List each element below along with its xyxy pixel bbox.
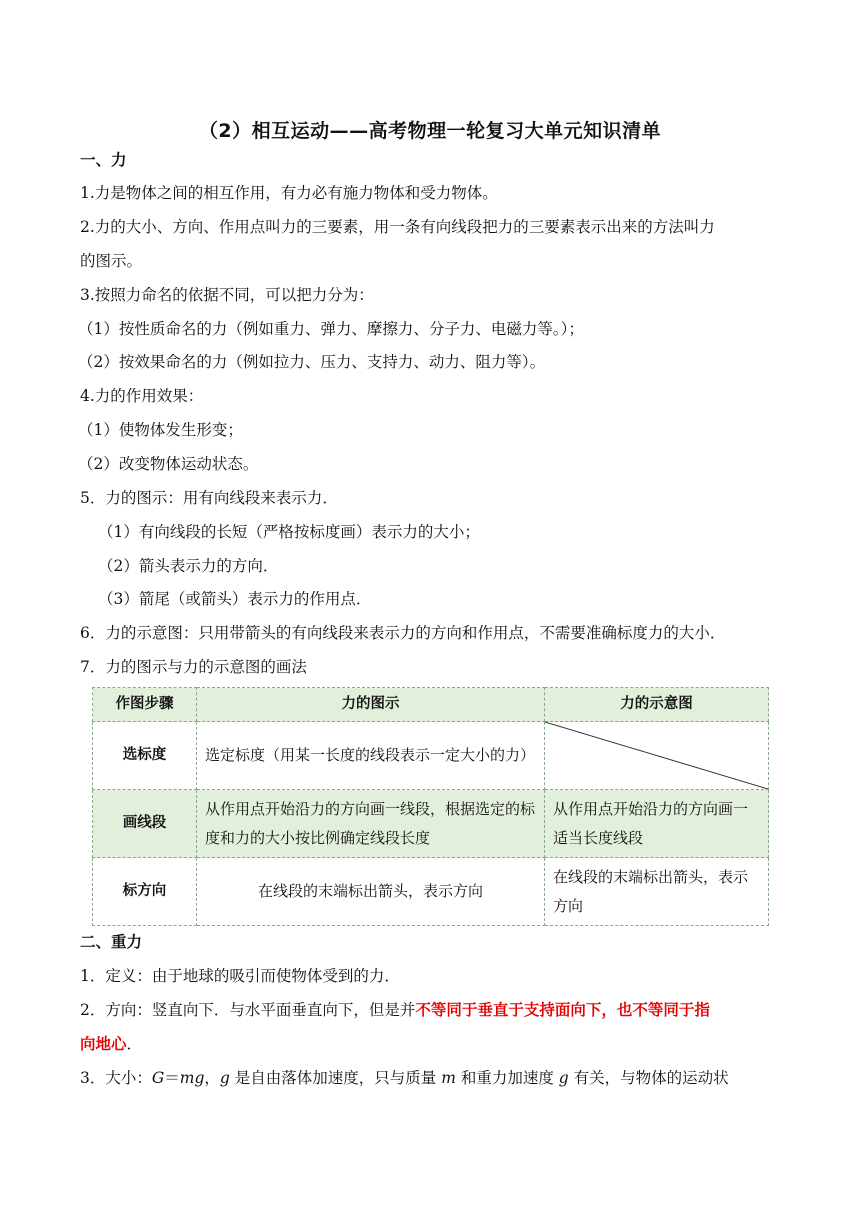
text-run: ， [204, 1069, 220, 1087]
table-row [93, 858, 769, 926]
paragraph-line: （1）有向线段的长短（严格按标度画）表示力的大小； [98, 523, 480, 541]
symbol-m: m [441, 1069, 456, 1087]
tushi-cell: 选定标度（用某一长度的线段表示一定大小的力） [197, 722, 545, 790]
page-title: （2）相互运动——高考物理一轮复习大单元知识清单 [198, 120, 662, 142]
table-header-row [93, 688, 769, 722]
symbol-g: g [558, 1069, 569, 1087]
paragraph-line [80, 1034, 142, 1054]
paragraph-line: （1）按性质命名的力（例如重力、弹力、摩擦力、分子力、电磁力等。）； [78, 320, 584, 338]
paragraph-line: 1．定义：由于地球的吸引而使物体受到的力． [80, 967, 400, 985]
diagonal-line [545, 722, 768, 789]
paragraph-line: 7．力的图示与力的示意图的画法 [80, 658, 307, 676]
text-run: 2．方向：竖直向下．与水平面垂直向下，但是并 [80, 1001, 416, 1019]
paragraph-line: 6．力的示意图：只用带箭头的有向线段来表示力的方向和作用点，不需要准确标度力的大小． [80, 624, 726, 642]
section-heading-force: 一、力 [80, 151, 127, 169]
paragraph-line: （2）箭头表示力的方向． [98, 557, 279, 575]
shiyi-cell: 从作用点开始沿力的方向画一适当长度线段 [545, 790, 769, 858]
paragraph-line [80, 1000, 710, 1020]
paragraph-line: 的图示。 [80, 252, 143, 270]
tushi-cell: 从作用点开始沿力的方向画一线段，根据选定的标度和力的大小按比例确定线段长度 [197, 790, 545, 858]
paragraph-line: （1）使物体发生形变； [78, 421, 243, 439]
shiyi-cell: 在线段的末端标出箭头，表示方向 [545, 858, 769, 926]
step-cell: 标方向 [93, 858, 197, 926]
step-cell: 画线段 [93, 790, 197, 858]
paragraph-line [80, 1068, 729, 1088]
paragraph-line: 1.力是物体之间的相互作用，有力必有施力物体和受力物体。 [80, 184, 498, 202]
table-header-cell: 作图步骤 [93, 688, 197, 722]
tushi-cell: 在线段的末端标出箭头，表示方向 [197, 858, 545, 926]
table-header-cell: 力的图示 [197, 688, 545, 722]
table-row [93, 790, 769, 858]
text-run: ＝ [164, 1069, 180, 1087]
text-run: ． [126, 1035, 143, 1053]
step-cell: 选标度 [93, 722, 197, 790]
section-heading-gravity: 二、重力 [80, 933, 143, 951]
table-header-cell: 力的示意图 [545, 688, 769, 722]
drawing-steps-table [92, 687, 769, 926]
text-run: 是自由落体加速度，只与质量 [229, 1069, 442, 1087]
paragraph-line: （2）按效果命名的力（例如拉力、压力、支持力、动力、阻力等）。 [78, 353, 546, 371]
paragraph-line: 3.按照力命名的依据不同，可以把力分为： [80, 286, 374, 304]
paragraph-line: 4.力的作用效果： [80, 387, 204, 405]
table-row [93, 722, 769, 790]
highlight-text: 不等同于垂直于支持面向下，也不等同于指 [415, 1001, 710, 1019]
symbol-mg: mg [179, 1069, 205, 1087]
symbol-g: g [219, 1069, 230, 1087]
text-run: 3．大小： [80, 1069, 152, 1087]
text-run: 和重力加速度 [455, 1069, 559, 1087]
symbol-G: G [151, 1069, 165, 1087]
paragraph-line: （3）箭尾（或箭头）表示力的作用点． [98, 590, 372, 608]
highlight-text: 向地心 [80, 1035, 127, 1053]
paragraph-line: 2.力的大小、方向、作用点叫力的三要素，用一条有向线段把力的三要素表示出来的方法叫力 [80, 218, 715, 236]
empty-diagonal-cell [545, 722, 769, 790]
paragraph-line: （2）改变物体运动状态。 [78, 455, 259, 473]
text-run: 有关，与物体的运动状 [568, 1069, 729, 1087]
paragraph-line: 5．力的图示：用有向线段来表示力． [80, 489, 338, 507]
